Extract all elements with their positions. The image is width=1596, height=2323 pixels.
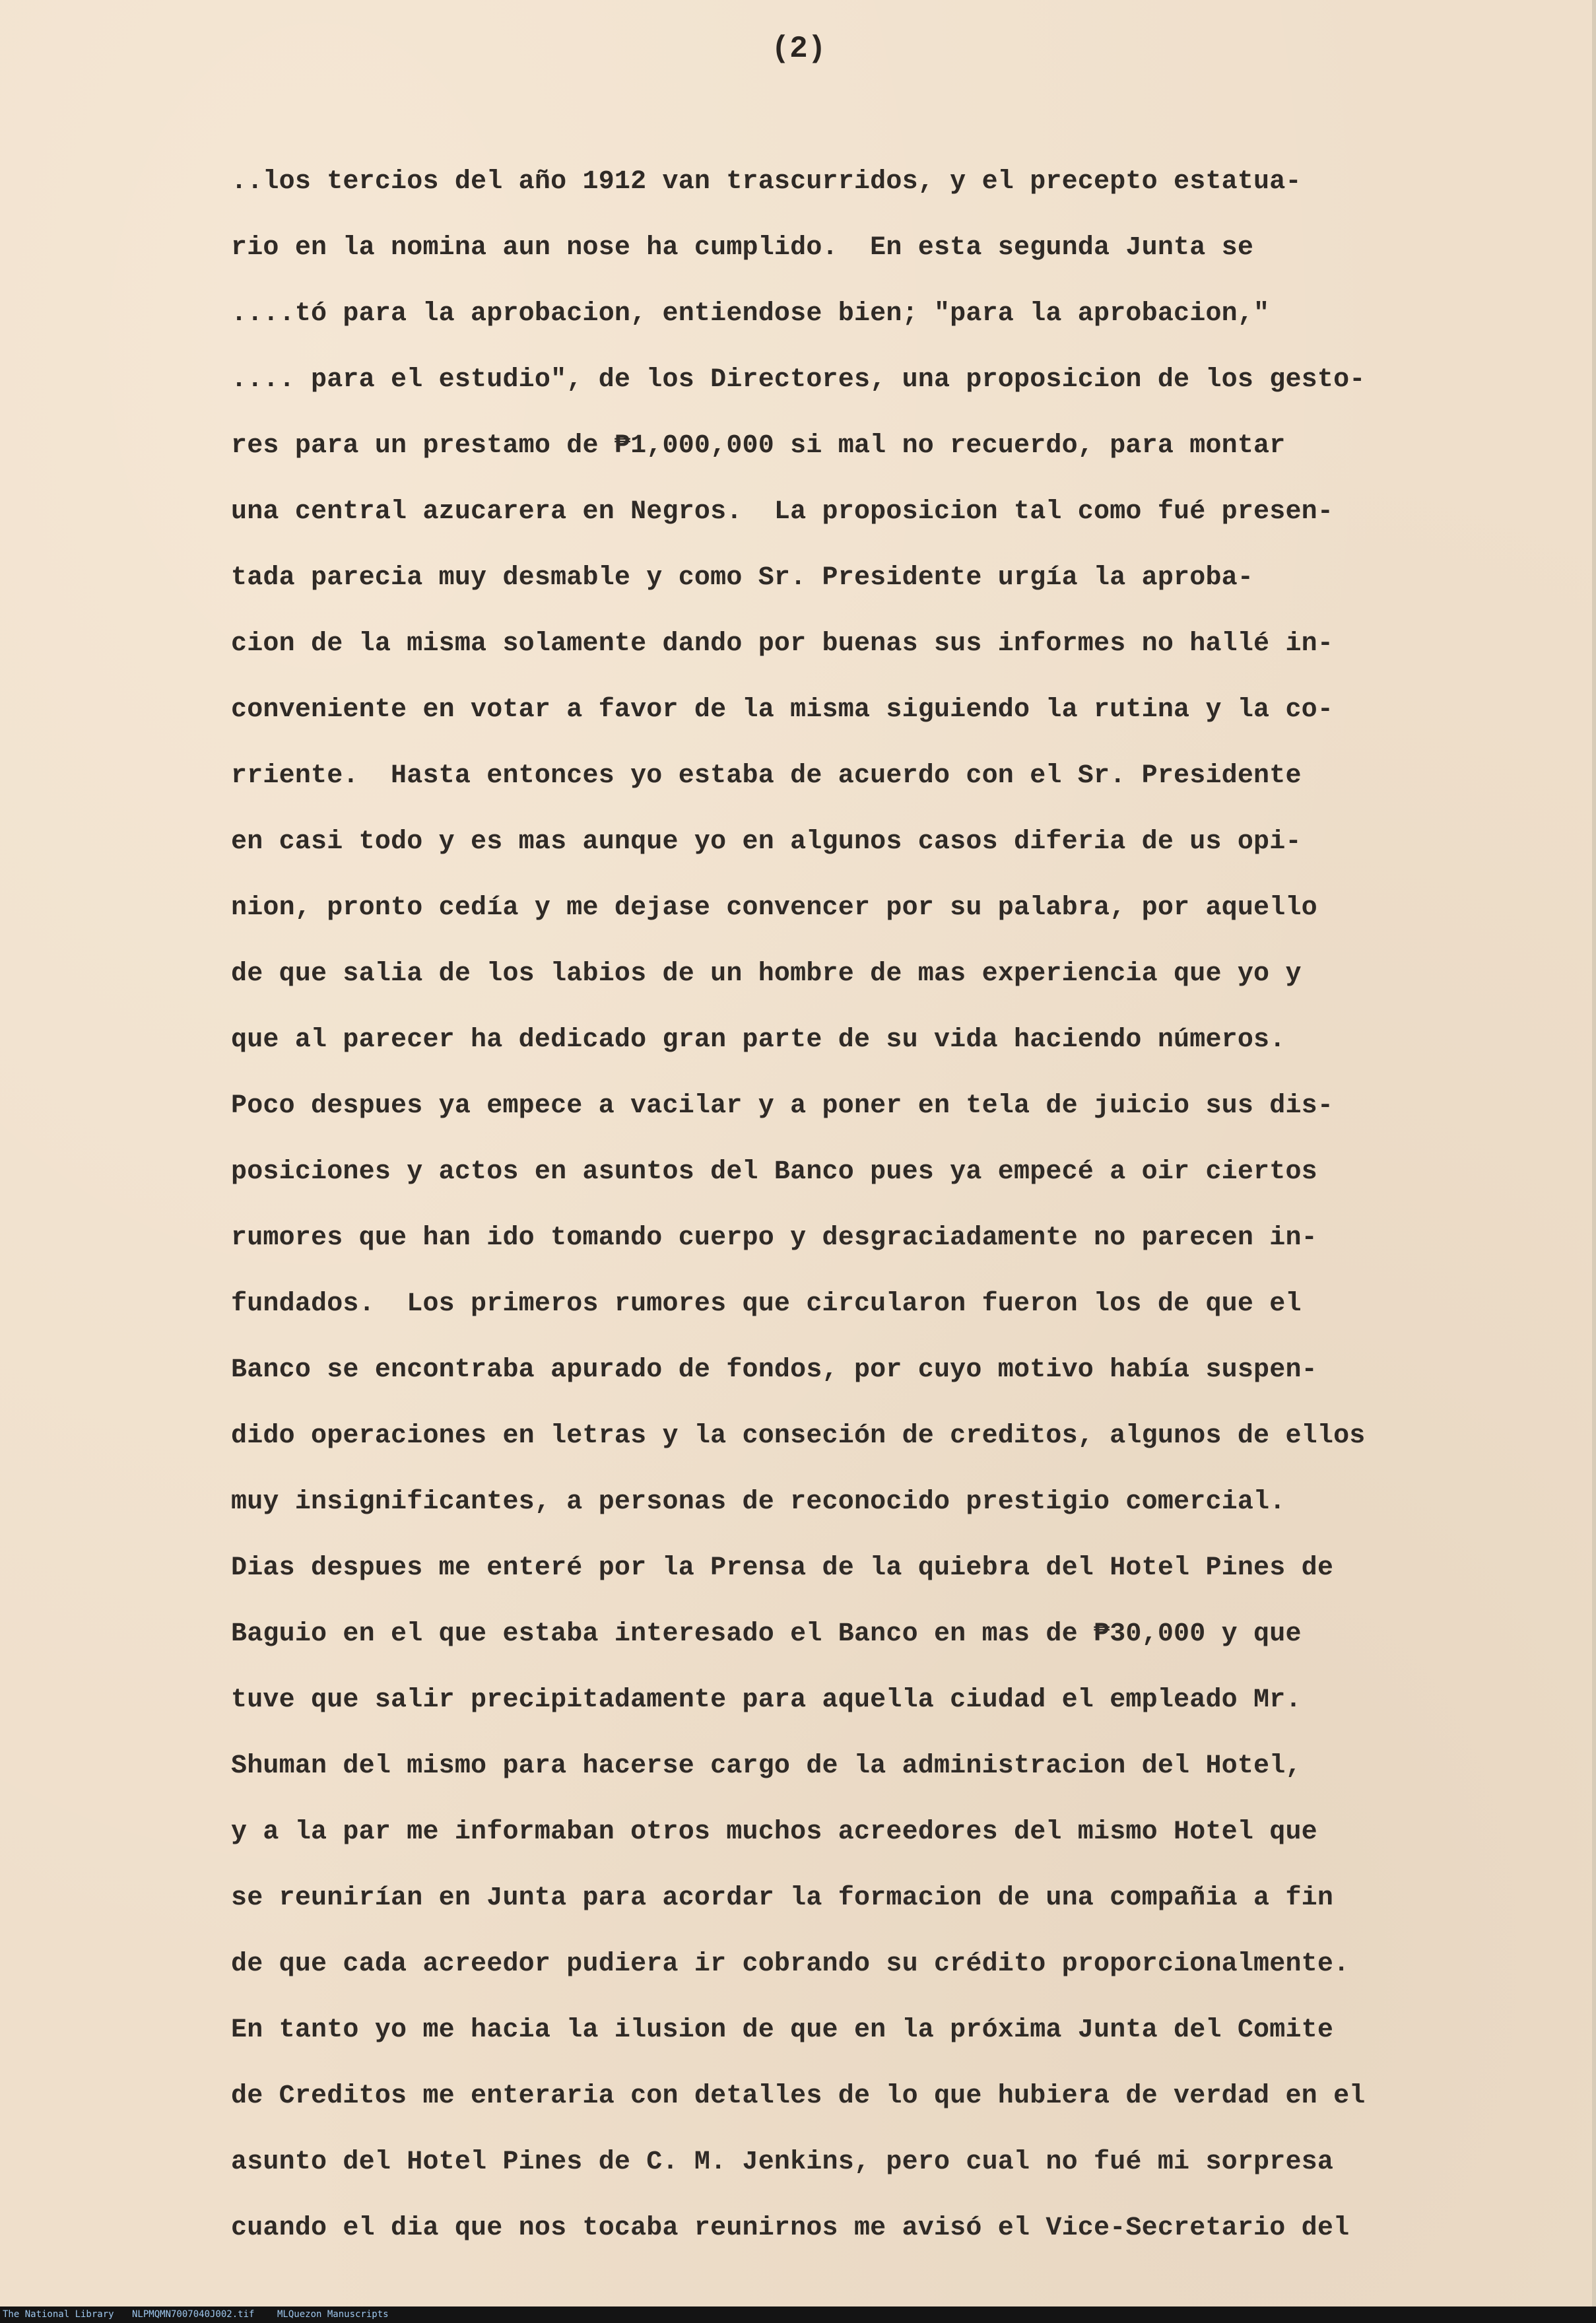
text-line: rriente. Hasta entonces yo estaba de acuerdo con el Sr. Presidente: [231, 761, 1302, 791]
text-line: y a la par me informaban otros muchos acreedores del mismo Hotel que: [231, 1817, 1317, 1847]
text-line: de que salia de los labios de un hombre de mas experiencia que yo y: [231, 959, 1302, 989]
text-line: cion de la misma solamente dando por buenas sus informes no hallé in-: [231, 629, 1334, 659]
text-line: conveniente en votar a favor de la misma siguiendo la rutina y la co-: [231, 695, 1334, 725]
text-line: de que cada acreedor pudiera ir cobrando su crédito proporcionalmente.: [231, 1949, 1350, 1979]
text-line: cuando el dia que nos tocaba reunirnos me avisó el Vice-Secretario del: [231, 2213, 1350, 2243]
text-line: en casi todo y es mas aunque yo en algunos casos diferia de us opi-: [231, 827, 1302, 857]
text-line: Shuman del mismo para hacerse cargo de la administracion del Hotel,: [231, 1751, 1302, 1781]
text-line: res para un prestamo de ₱1,000,000 si mal no recuerdo, para montar: [231, 431, 1286, 461]
text-line: de Creditos me enteraria con detalles de lo que hubiera de verdad en el: [231, 2081, 1366, 2111]
text-line: asunto del Hotel Pines de C. M. Jenkins, pero cual no fué mi sorpresa: [231, 2147, 1334, 2177]
text-line: dido operaciones en letras y la conseción de creditos, algunos de ellos: [231, 1421, 1366, 1451]
text-line: una central azucarera en Negros. La proposicion tal como fué presen-: [231, 497, 1334, 527]
text-line: Poco despues ya empece a vacilar y a poner en tela de juicio sus dis-: [231, 1091, 1334, 1121]
text-line: Dias despues me enteré por la Prensa de la quiebra del Hotel Pines de: [231, 1553, 1334, 1583]
text-line: ..los tercios del año 1912 van trascurridos, y el precepto estatua-: [231, 167, 1302, 197]
footer-library-label: The National Library: [3, 2309, 114, 2320]
text-line: que al parecer ha dedicado gran parte de su vida haciendo números.: [231, 1025, 1286, 1055]
text-line: Banco se encontraba apurado de fondos, por cuyo motivo había suspen-: [231, 1355, 1317, 1385]
text-line: rio en la nomina aun nose ha cumplido. En esta segunda Junta se: [231, 233, 1254, 263]
typewritten-body: [231, 162, 1432, 2275]
text-line: tuve que salir precipitadamente para aquella ciudad el empleado Mr.: [231, 1685, 1302, 1715]
text-line: tada parecia muy desmable y como Sr. Presidente urgía la aproba-: [231, 563, 1254, 593]
text-line: rumores que han ido tomando cuerpo y desgraciadamente no parecen in-: [231, 1223, 1317, 1253]
scan-footer-bar: [0, 2306, 1596, 2323]
text-line: En tanto yo me hacia la ilusion de que en la próxima Junta del Comite: [231, 2015, 1334, 2045]
text-line: ....tó para la aprobacion, entiendose bien; "para la aprobacion,": [231, 299, 1270, 329]
page-edge: [1592, 0, 1596, 2306]
footer-collection-label: MLQuezon Manuscripts: [277, 2309, 389, 2320]
text-line: Baguio en el que estaba interesado el Banco en mas de ₱30,000 y que: [231, 1619, 1302, 1649]
text-line: fundados. Los primeros rumores que circularon fueron los de que el: [231, 1289, 1302, 1319]
text-line: nion, pronto cedía y me dejase convencer por su palabra, por aquello: [231, 893, 1317, 923]
page-number: (2): [771, 32, 826, 66]
text-line: se reunirían en Junta para acordar la formacion de una compañia a fin: [231, 1883, 1334, 1913]
footer-file-name: NLPMQMN7007040J002.tif: [132, 2309, 255, 2320]
text-line: .... para el estudio", de los Directores, una proposicion de los gesto-: [231, 365, 1366, 395]
text-line: muy insignificantes, a personas de reconocido prestigio comercial.: [231, 1487, 1286, 1517]
text-line: posiciones y actos en asuntos del Banco pues ya empecé a oir ciertos: [231, 1157, 1317, 1187]
